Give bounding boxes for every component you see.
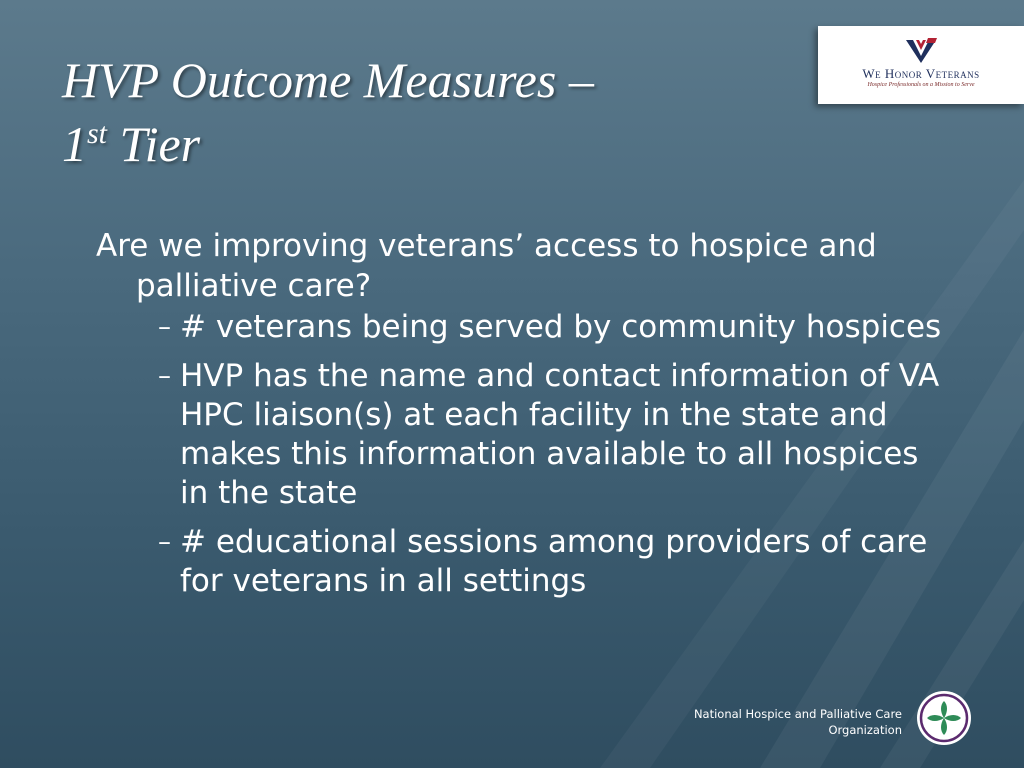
footer-org-line-2: Organization — [828, 723, 902, 737]
we-honor-veterans-logo — [818, 26, 1024, 104]
footer-organization — [694, 706, 902, 738]
title-line-2-rest: Tier — [107, 116, 201, 172]
bullet-text: HVP has the name and contact information of VA HPC liaison(s) at each facility in the state and makes this information available to all hospices in the state — [180, 358, 940, 511]
nhpco-emblem-icon — [916, 690, 972, 746]
chevron-flag-icon — [904, 38, 938, 64]
main-question: Are we improving veterans’ access to hospice and palliative care? — [96, 228, 877, 304]
bullet-item — [158, 357, 946, 513]
bullet-dash: – — [158, 361, 171, 391]
title-line-2-superscript: st — [87, 117, 108, 150]
bullet-item — [158, 308, 946, 347]
bullet-text: # educational sessions among providers of care for veterans in all settings — [180, 524, 928, 599]
bullet-text: # veterans being served by community hospices — [180, 309, 942, 345]
slide-body — [96, 226, 946, 611]
slide-title — [62, 48, 594, 176]
title-line-1: HVP Outcome Measures – — [62, 52, 594, 108]
bullet-dash: – — [158, 312, 171, 342]
logo-tagline: Hospice Professionals on a Mission to Serve — [867, 82, 975, 88]
title-line-2-number: 1 — [62, 116, 87, 172]
footer-org-line-1: National Hospice and Palliative Care — [693, 707, 902, 721]
logo-name: We Honor Veterans — [862, 66, 980, 81]
bullet-list — [96, 308, 946, 601]
bullet-dash: – — [158, 527, 171, 557]
bullet-item — [158, 523, 946, 601]
